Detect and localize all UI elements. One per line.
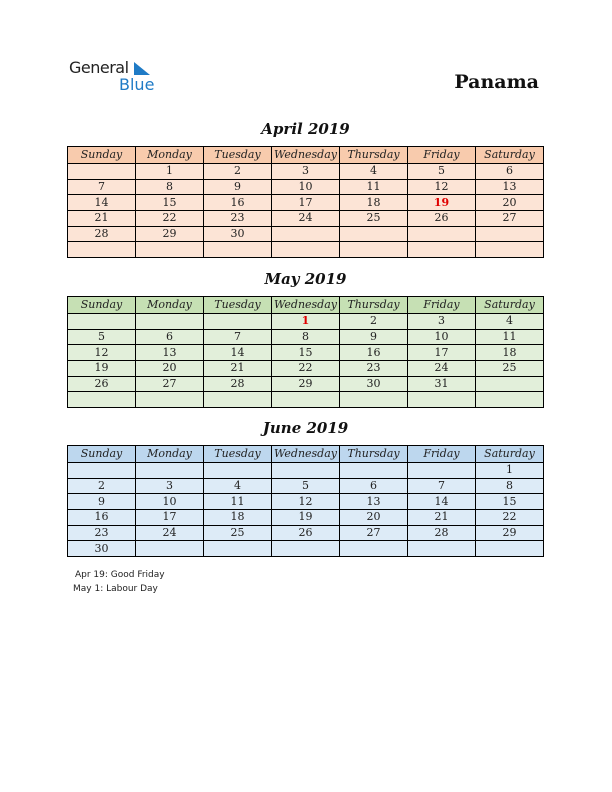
day-cell: 7 [204,329,272,345]
day-cell [272,242,340,258]
day-cell: 19 [408,195,476,211]
day-cell: 21 [204,361,272,377]
day-cell [340,463,408,479]
day-cell: 8 [476,478,544,494]
day-cell: 7 [408,478,476,494]
day-cell: 1 [136,164,204,180]
day-cell: 11 [340,179,408,195]
day-cell: 3 [408,314,476,330]
month-calendar [67,270,544,408]
day-cell: 29 [272,376,340,392]
day-cell: 6 [476,164,544,180]
day-cell [204,463,272,479]
holiday-note: May 1: Labour Day [73,584,158,594]
day-cell: 12 [272,494,340,510]
day-cell: 3 [136,478,204,494]
day-cell: 20 [340,510,408,526]
weekday-header: Thursday [340,147,408,164]
day-cell: 20 [476,195,544,211]
day-cell: 25 [476,361,544,377]
weekday-header: Thursday [340,297,408,314]
day-cell [68,463,136,479]
day-cell: 14 [204,345,272,361]
day-cell: 12 [408,179,476,195]
weekday-header: Thursday [340,446,408,463]
weekday-header: Saturday [476,297,544,314]
day-cell: 5 [272,478,340,494]
day-cell: 27 [476,211,544,227]
day-cell: 16 [340,345,408,361]
weekday-header: Friday [408,297,476,314]
day-cell: 22 [136,211,204,227]
day-cell [136,463,204,479]
day-cell: 2 [340,314,408,330]
weekday-header: Tuesday [204,446,272,463]
week-row [68,376,544,392]
country-title: Panama [454,71,539,93]
day-cell [136,314,204,330]
day-cell: 1 [476,463,544,479]
day-cell [68,242,136,258]
week-row [68,525,544,541]
day-cell: 29 [476,525,544,541]
day-cell: 26 [272,525,340,541]
day-cell: 26 [408,211,476,227]
weekday-header-row [68,446,544,463]
week-row [68,164,544,180]
logo [69,58,155,94]
day-cell: 4 [204,478,272,494]
day-cell: 15 [272,345,340,361]
day-cell [408,242,476,258]
day-cell: 27 [340,525,408,541]
day-cell: 14 [408,494,476,510]
month-calendar [67,419,544,557]
week-row [68,345,544,361]
day-cell [408,226,476,242]
day-cell [408,541,476,557]
week-row [68,329,544,345]
day-cell: 25 [204,525,272,541]
weekday-header: Saturday [476,446,544,463]
day-cell: 30 [68,541,136,557]
day-cell: 24 [272,211,340,227]
day-cell: 22 [476,510,544,526]
day-cell [68,164,136,180]
day-cell [204,314,272,330]
day-cell [136,541,204,557]
day-cell: 30 [204,226,272,242]
day-cell: 4 [476,314,544,330]
day-cell: 3 [272,164,340,180]
day-cell: 19 [272,510,340,526]
day-cell: 16 [204,195,272,211]
day-cell [476,541,544,557]
week-row [68,195,544,211]
day-cell: 25 [340,211,408,227]
day-cell: 11 [476,329,544,345]
day-cell: 17 [408,345,476,361]
week-row [68,242,544,258]
week-row [68,392,544,408]
day-cell [204,392,272,408]
day-cell: 30 [340,376,408,392]
week-row [68,541,544,557]
month-title: April 2019 [261,120,350,138]
week-row [68,361,544,377]
month-table [67,146,544,258]
day-cell [340,226,408,242]
week-row [68,478,544,494]
day-cell: 23 [68,525,136,541]
weekday-header: Sunday [68,297,136,314]
day-cell [272,463,340,479]
weekday-header: Monday [136,297,204,314]
week-row [68,226,544,242]
day-cell: 6 [136,329,204,345]
day-cell [272,541,340,557]
day-cell: 23 [340,361,408,377]
week-row [68,463,544,479]
weekday-header: Tuesday [204,147,272,164]
day-cell: 26 [68,376,136,392]
day-cell: 28 [408,525,476,541]
day-cell: 16 [68,510,136,526]
day-cell [408,463,476,479]
weekday-header: Sunday [68,147,136,164]
day-cell: 13 [340,494,408,510]
day-cell: 29 [136,226,204,242]
day-cell: 7 [68,179,136,195]
weekday-header: Sunday [68,446,136,463]
weekday-header: Wednesday [272,147,340,164]
day-cell: 5 [408,164,476,180]
day-cell [340,541,408,557]
day-cell [476,392,544,408]
day-cell: 18 [204,510,272,526]
weekday-header-row [68,297,544,314]
day-cell: 31 [408,376,476,392]
day-cell [476,226,544,242]
weekday-header: Tuesday [204,297,272,314]
day-cell: 27 [136,376,204,392]
month-calendar [67,120,544,258]
day-cell: 21 [408,510,476,526]
day-cell: 9 [340,329,408,345]
day-cell: 10 [408,329,476,345]
weekday-header: Monday [136,446,204,463]
day-cell: 28 [68,226,136,242]
weekday-header: Saturday [476,147,544,164]
week-row [68,314,544,330]
day-cell: 17 [136,510,204,526]
day-cell [204,541,272,557]
day-cell: 15 [476,494,544,510]
day-cell [68,392,136,408]
weekday-header: Friday [408,446,476,463]
day-cell: 5 [68,329,136,345]
day-cell: 2 [68,478,136,494]
day-cell [476,376,544,392]
day-cell: 11 [204,494,272,510]
week-row [68,494,544,510]
day-cell: 28 [204,376,272,392]
day-cell [272,226,340,242]
logo-general: General [69,58,129,77]
day-cell: 21 [68,211,136,227]
day-cell: 19 [68,361,136,377]
day-cell: 18 [476,345,544,361]
day-cell: 12 [68,345,136,361]
day-cell: 23 [204,211,272,227]
day-cell: 9 [68,494,136,510]
week-row [68,179,544,195]
weekday-header: Friday [408,147,476,164]
month-title: June 2019 [262,419,349,437]
day-cell: 8 [136,179,204,195]
week-row [68,211,544,227]
day-cell: 24 [136,525,204,541]
holiday-notes [73,568,165,596]
day-cell: 24 [408,361,476,377]
weekday-header: Wednesday [272,297,340,314]
month-table [67,296,544,408]
day-cell: 10 [272,179,340,195]
logo-blue: Blue [119,75,155,94]
day-cell [136,392,204,408]
day-cell: 14 [68,195,136,211]
weekday-header: Monday [136,147,204,164]
day-cell: 10 [136,494,204,510]
day-cell [272,392,340,408]
day-cell: 2 [204,164,272,180]
day-cell: 15 [136,195,204,211]
day-cell: 13 [136,345,204,361]
holiday-note: Apr 19: Good Friday [75,570,165,580]
weekday-header: Wednesday [272,446,340,463]
day-cell: 8 [272,329,340,345]
day-cell [204,242,272,258]
day-cell: 9 [204,179,272,195]
day-cell: 17 [272,195,340,211]
day-cell: 4 [340,164,408,180]
day-cell: 20 [136,361,204,377]
day-cell [136,242,204,258]
day-cell [476,242,544,258]
day-cell: 22 [272,361,340,377]
weekday-header-row [68,147,544,164]
week-row [68,510,544,526]
day-cell: 6 [340,478,408,494]
day-cell [68,314,136,330]
day-cell: 13 [476,179,544,195]
day-cell: 1 [272,314,340,330]
day-cell [340,392,408,408]
logo-triangle-icon [134,62,150,75]
month-title: May 2019 [264,270,347,288]
day-cell [340,242,408,258]
day-cell: 18 [340,195,408,211]
month-table [67,445,544,557]
day-cell [408,392,476,408]
